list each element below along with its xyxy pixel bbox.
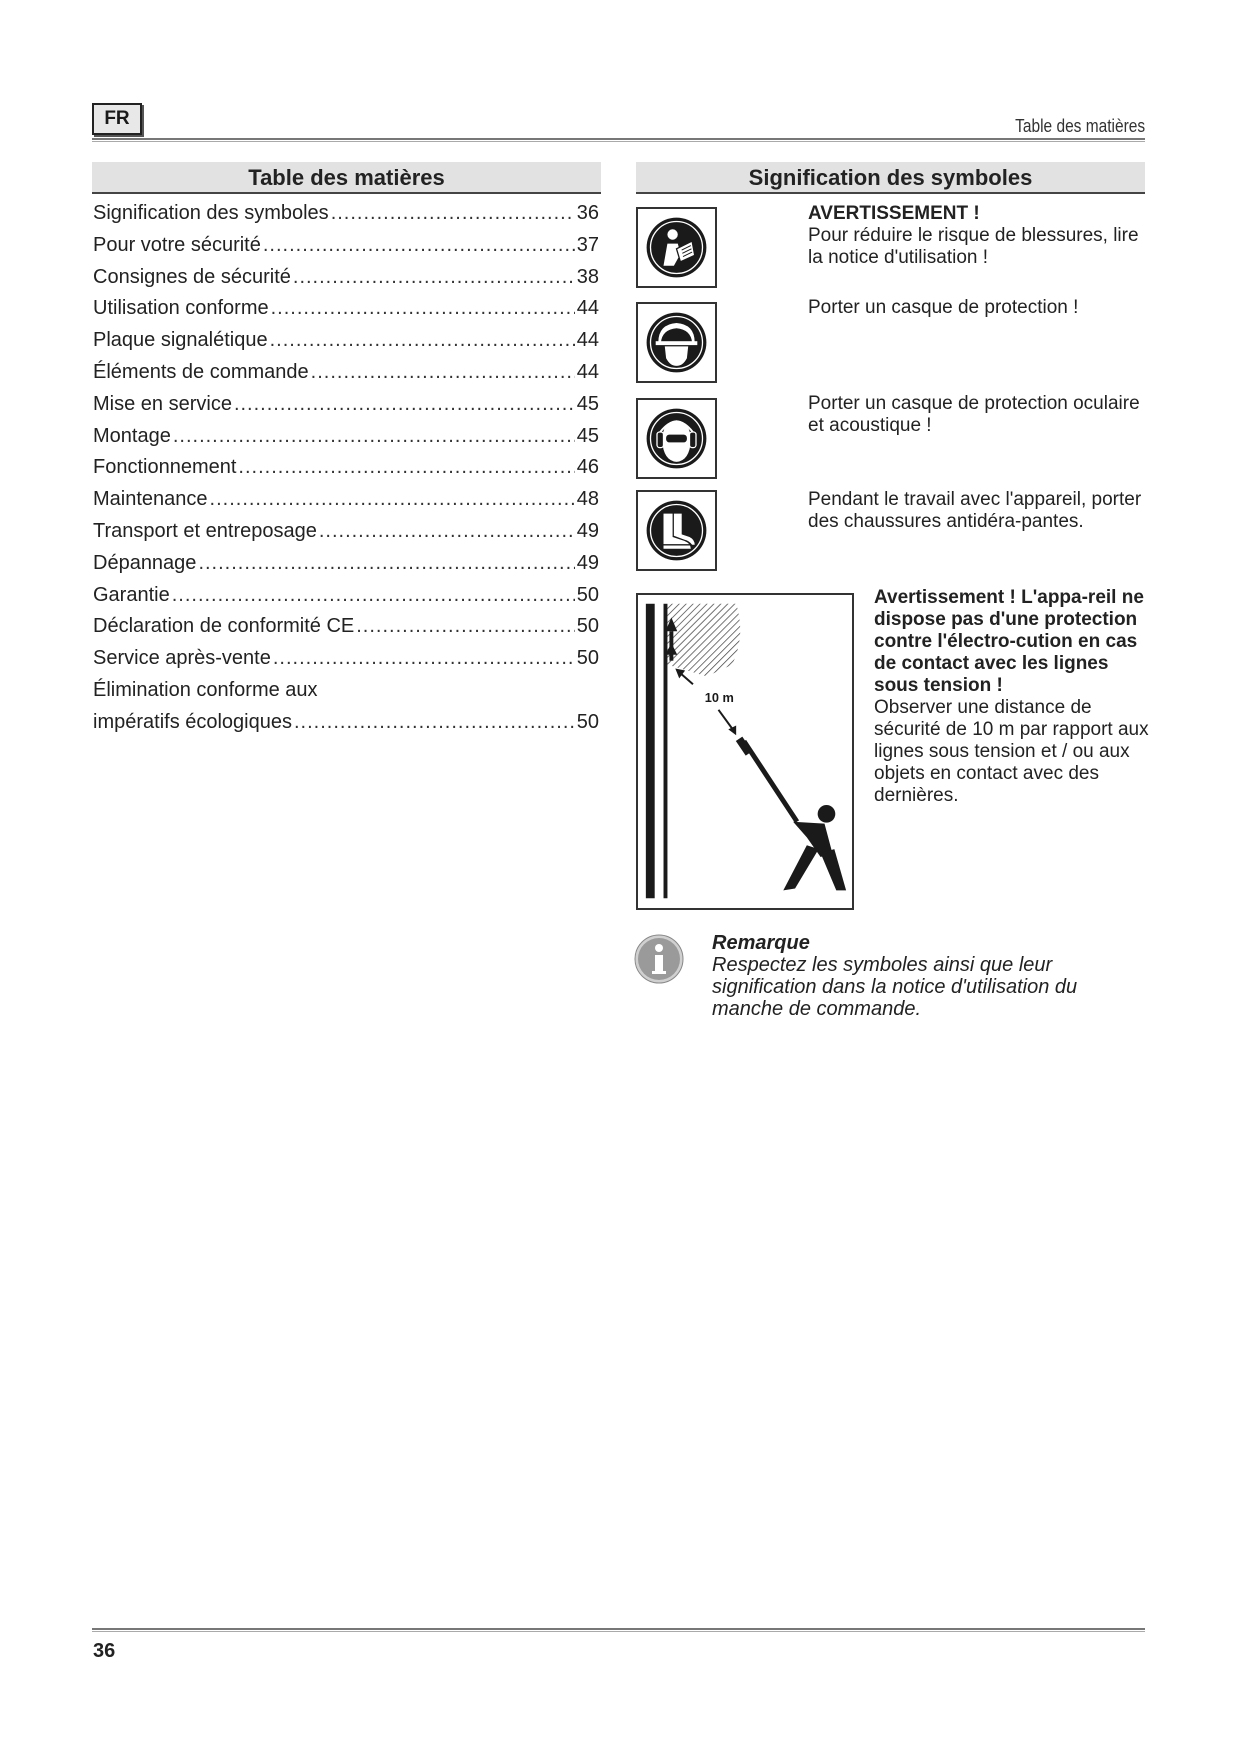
symbol-3-text: Porter un casque de protection oculaire et acoustique !	[808, 393, 1140, 436]
table-of-contents	[93, 202, 599, 743]
toc-entry[interactable]: Pour votre sécurité ..... 37	[93, 234, 599, 266]
info-icon	[633, 933, 685, 985]
power-line-warning: Avertissement ! L'appa-reil ne dispose pas d'une protection contre l'électro-cution en cas de contact avec les lignes sous tension ! Observer une distance de sécurité de 10 m par rapport aux lignes sous tension et / ou aux objets en contact avec des dernières.	[874, 587, 1149, 806]
language-badge: FR	[92, 103, 142, 135]
note-text: Respectez les symboles ainsi que leur signification dans la notice d'utilisation du manche de commande.	[712, 954, 1078, 1020]
toc-entry[interactable]: Consignes de sécurité ..... 38	[93, 266, 599, 298]
toc-entry[interactable]: Plaque signalétique ..... 44	[93, 329, 599, 361]
toc-entry[interactable]: Utilisation conforme ..... 44	[93, 297, 599, 329]
footer-divider	[92, 1628, 1145, 1632]
toc-entry[interactable]: Signification des symboles ..... 36	[93, 202, 599, 234]
symbols-heading: Signification des symboles	[636, 162, 1145, 194]
toc-heading: Table des matières	[92, 162, 601, 194]
toc-entry[interactable]: Dépannage ..... 49	[93, 552, 599, 584]
toc-entry[interactable]: Mise en service ..... 45	[93, 393, 599, 425]
toc-entry[interactable]: Éléments de commande ..... 44	[93, 361, 599, 393]
distance-label: 10 m	[704, 689, 734, 705]
symbol-2-text: Porter un casque de protection !	[808, 297, 1079, 318]
running-header: Table des matières	[1015, 116, 1145, 136]
toc-entry[interactable]: Garantie ..... 50	[93, 584, 599, 616]
toc-entry[interactable]: Montage ..... 45	[93, 425, 599, 457]
header-divider	[92, 138, 1145, 142]
symbol-4-text: Pendant le travail avec l'appareil, porter des chaussures antidéra-pantes.	[808, 489, 1142, 532]
note-title: Remarque	[712, 932, 810, 954]
toc-entry[interactable]: impératifs écologiques ..... 50	[93, 711, 599, 743]
toc-entry[interactable]: Déclaration de conformité CE ..... 50	[93, 615, 599, 647]
symbol-1-text: AVERTISSEMENT ! Pour réduire le risque de blessures, lire la notice d'utilisation !	[808, 203, 1139, 268]
power-line-illustration	[636, 593, 854, 910]
toc-entry[interactable]: Fonctionnement ..... 46	[93, 456, 599, 488]
toc-entry[interactable]: Transport et entreposage ..... 49	[93, 520, 599, 552]
note-block	[712, 932, 1152, 1020]
eye-ear-protection-icon	[636, 398, 717, 479]
read-manual-icon	[636, 207, 717, 288]
toc-entry[interactable]: Élimination conforme aux	[93, 678, 318, 701]
toc-entry[interactable]: Maintenance ..... 48	[93, 488, 599, 520]
page-number: 36	[93, 1640, 116, 1662]
helmet-icon	[636, 302, 717, 383]
safety-boots-icon	[636, 490, 717, 571]
toc-entry[interactable]: Service après-vente ..... 50	[93, 647, 599, 679]
